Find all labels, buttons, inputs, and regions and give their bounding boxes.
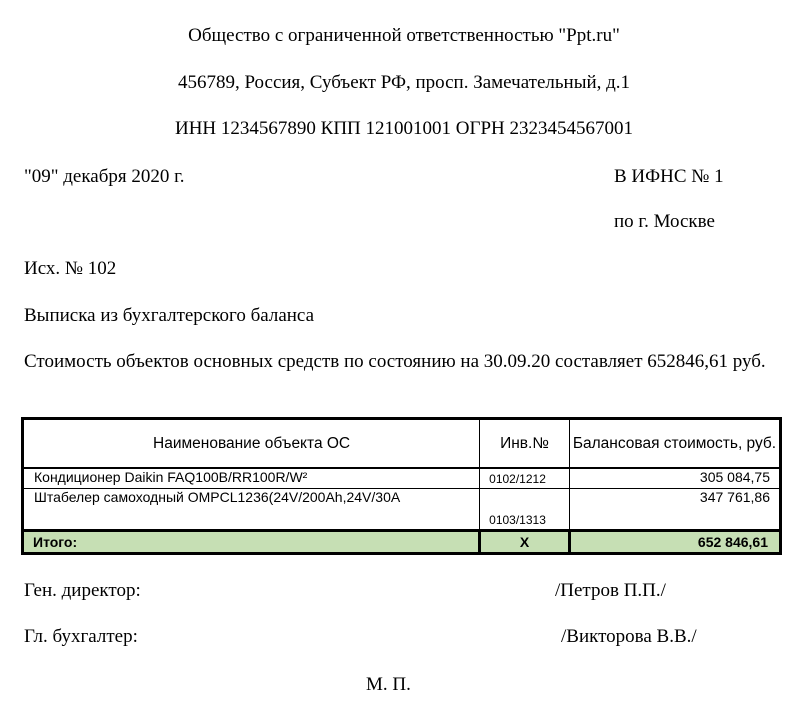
total-inventory-mark: X — [480, 531, 570, 554]
header-asset-name: Наименование объекта ОС — [23, 419, 480, 469]
director-name: /Петров П.П./ — [555, 580, 666, 601]
document-date: "09" декабря 2020 г. — [24, 166, 185, 187]
recipient-line-1: В ИФНС № 1 — [614, 166, 724, 187]
document-title: Выписка из бухгалтерского баланса — [24, 305, 315, 326]
asset-balance-value: 305 084,75 — [569, 468, 780, 489]
table-row — [23, 468, 781, 489]
asset-balance-value: 347 761,86 — [569, 489, 780, 531]
asset-inventory-number: 0103/1313 — [480, 489, 570, 531]
company-name: Общество с ограниченной ответственностью "Ppt.ru" — [188, 25, 620, 46]
header-inventory-number: Инв.№ — [480, 419, 570, 469]
table-header-row — [23, 419, 781, 469]
asset-name: Штабелер самоходный OMPCL1236(24V/200Ah,24V/30A — [23, 489, 480, 531]
director-title: Ген. директор: — [24, 580, 141, 601]
asset-name: Кондиционер Daikin FAQ100B/RR100R/W² — [23, 468, 480, 489]
total-value: 652 846,61 — [569, 531, 780, 554]
table-total-row — [23, 531, 781, 554]
header-balance-value: Балансовая стоимость, руб. — [569, 419, 780, 469]
company-address: 456789, Россия, Субъект РФ, просп. Замечательный, д.1 — [177, 72, 631, 93]
table-row — [23, 489, 781, 531]
asset-inventory-number: 0102/1212 — [480, 468, 570, 489]
statement-text: Стоимость объектов основных средств по состоянию на 30.09.20 составляет 652846,61 руб. — [24, 351, 766, 372]
stamp-place: М. П. — [366, 674, 411, 695]
outgoing-number: Исх. № 102 — [24, 258, 117, 279]
recipient-line-2: по г. Москве — [614, 211, 715, 232]
company-requisites: ИНН 1234567890 КПП 121001001 ОГРН 2323454567001 — [174, 118, 634, 139]
assets-table — [21, 417, 782, 555]
total-label: Итого: — [23, 531, 480, 554]
accountant-name: /Викторова В.В./ — [561, 626, 697, 647]
accountant-title: Гл. бухгалтер: — [24, 626, 138, 647]
